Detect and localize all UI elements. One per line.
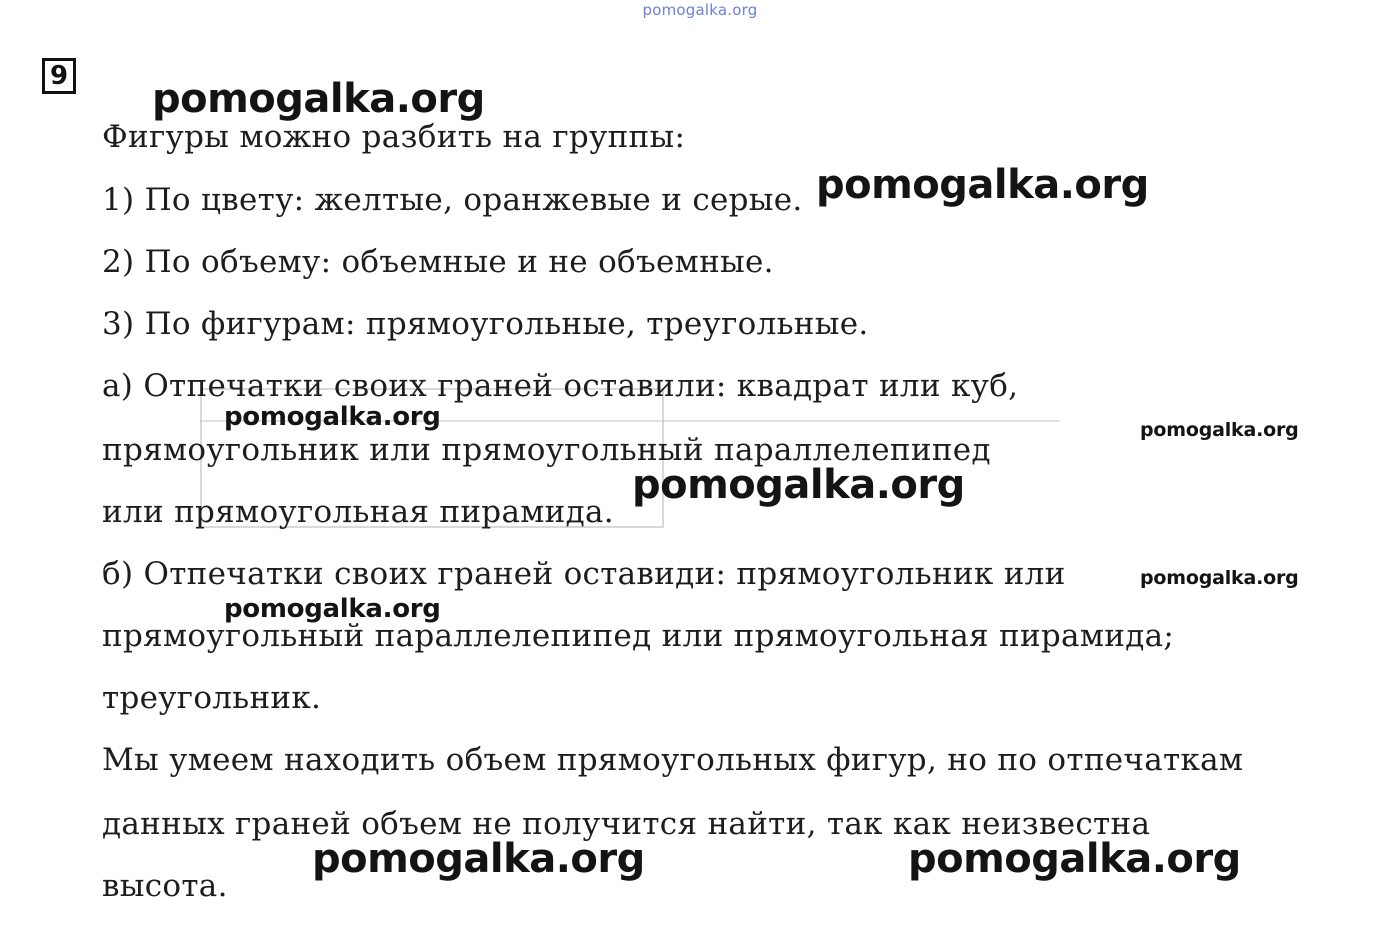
- watermark-4: pomogalka.org: [1140, 419, 1299, 441]
- text-line-13: высота.: [102, 868, 228, 904]
- text-line-12: данных граней объем не получится найти, так как неизвестна: [102, 806, 1151, 842]
- text-line-1: Фигуры можно разбить на группы:: [102, 119, 686, 155]
- text-line-3: 2) По объему: объемные и не объемные.: [102, 244, 774, 280]
- site-header-link[interactable]: pomogalka.org: [642, 1, 758, 19]
- text-line-4: 3) По фигурам: прямоугольные, треугольные.: [102, 306, 869, 342]
- watermark-3: pomogalka.org: [224, 402, 441, 432]
- watermark-7: pomogalka.org: [224, 594, 441, 624]
- watermark-8: pomogalka.org: [312, 836, 645, 882]
- text-line-5: а) Отпечатки своих граней оставили: квадрат или куб,: [102, 368, 1019, 404]
- watermark-5: pomogalka.org: [632, 462, 965, 508]
- text-line-8: б) Отпечатки своих граней оставиди: прямоугольник или: [102, 556, 1066, 592]
- watermark-1: pomogalka.org: [152, 76, 485, 122]
- watermark-9: pomogalka.org: [908, 836, 1241, 882]
- text-line-9: прямоугольный параллелепипед или прямоугольная пирамида;: [102, 618, 1175, 654]
- task-number-box: 9: [42, 58, 76, 94]
- text-line-10: треугольник.: [102, 680, 322, 716]
- text-line-11: Мы умеем находить объем прямоугольных фигур, но по отпечаткам: [102, 742, 1244, 778]
- watermark-6: pomogalka.org: [1140, 567, 1299, 589]
- text-line-7: или прямоугольная пирамида.: [102, 494, 614, 530]
- watermark-2: pomogalka.org: [816, 162, 1149, 208]
- text-line-2: 1) По цвету: желтые, оранжевые и серые.: [102, 182, 803, 218]
- text-line-6: прямоугольник или прямоугольный параллелепипед: [102, 432, 991, 468]
